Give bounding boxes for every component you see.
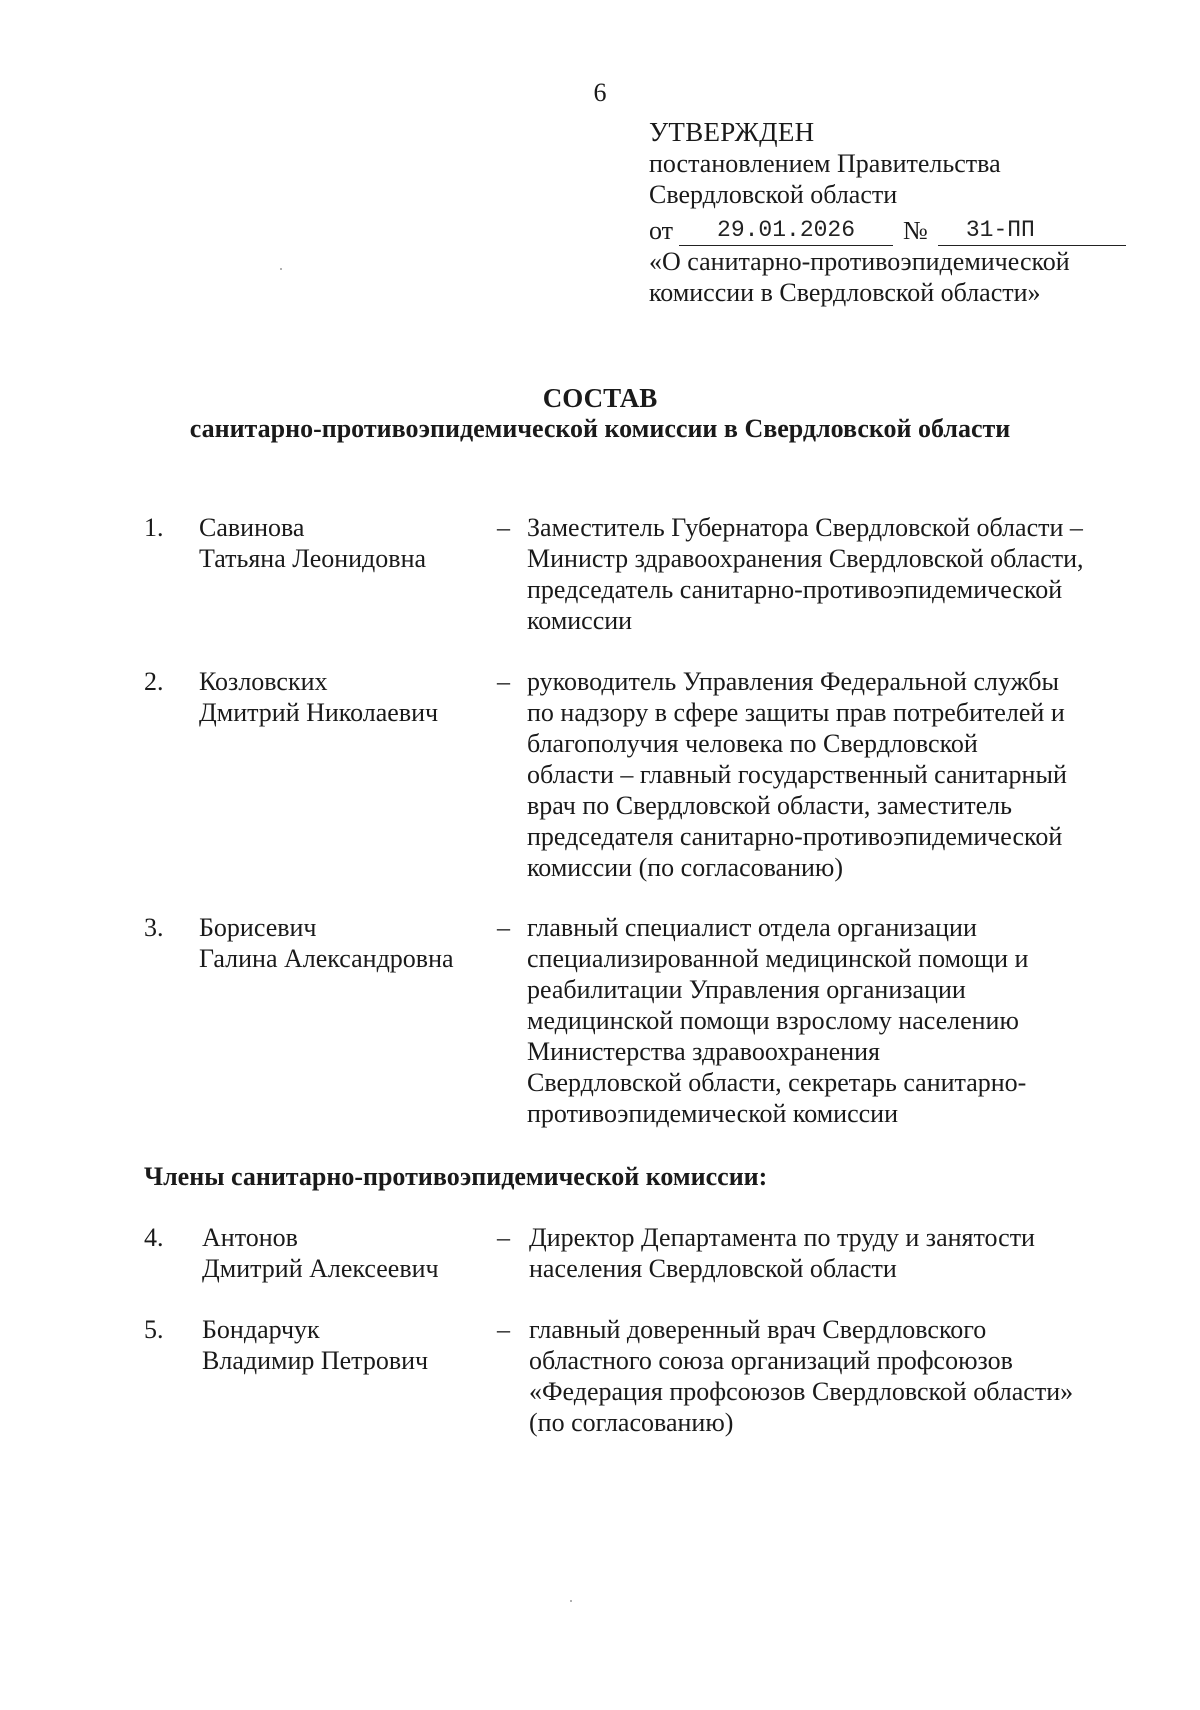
scan-speck: [570, 1600, 572, 1602]
document-title: СОСТАВ: [542, 383, 658, 413]
approval-line: постановлением Правительства: [649, 149, 1001, 178]
approval-block: [649, 117, 1169, 308]
person-name: [202, 1314, 492, 1376]
given-names: Дмитрий Алексеевич: [202, 1254, 439, 1283]
description-line: специализированной медицинской помощи и: [527, 944, 1029, 973]
surname: Козловских: [199, 667, 328, 696]
scan-speck: [280, 268, 282, 270]
position-description: [529, 1314, 1149, 1438]
surname: Антонов: [202, 1223, 298, 1252]
description-line: врач по Свердловской области, заместитель: [527, 791, 1012, 820]
given-names: Татьяна Леонидовна: [199, 544, 427, 573]
from-label: от: [649, 216, 674, 245]
description-line: главный доверенный врач Свердловского: [529, 1315, 987, 1344]
description-line: благополучия человека по Свердловской: [527, 729, 978, 758]
person-name: [199, 666, 489, 728]
item-number: 2.: [144, 667, 164, 696]
description-line: Заместитель Губернатора Свердловской области –: [527, 513, 1083, 542]
position-description: [527, 666, 1147, 883]
description-line: населения Свердловской области: [529, 1254, 897, 1283]
dash-separator: –: [497, 667, 510, 696]
surname: Борисевич: [199, 913, 317, 942]
description-line: Свердловской области, секретарь санитарно-: [527, 1068, 1027, 1097]
description-line: противоэпидемической комиссии: [527, 1099, 899, 1128]
dash-separator: –: [497, 1315, 510, 1344]
person-name: [199, 912, 489, 974]
item-number: 1.: [144, 513, 164, 542]
members-heading: Члены санитарно-противоэпидемической комиссии:: [144, 1162, 768, 1191]
item-number: 4.: [144, 1223, 164, 1252]
item-number: 5.: [144, 1315, 164, 1344]
person-name: [199, 512, 489, 574]
description-line: председателя санитарно-противоэпидемической: [527, 822, 1063, 851]
description-line: области – главный государственный санитарный: [527, 760, 1067, 789]
description-line: областного союза организаций профсоюзов: [529, 1346, 1013, 1375]
description-line: главный специалист отдела организации: [527, 913, 977, 942]
description-line: по надзору в сфере защиты прав потребителей и: [527, 698, 1065, 727]
decree-number: 31-ПП: [965, 217, 1035, 243]
dash-separator: –: [497, 1223, 510, 1252]
decree-title-line: комиссии в Свердловской области»: [649, 278, 1041, 307]
given-names: Дмитрий Николаевич: [199, 698, 439, 727]
decree-title-line: «О санитарно-противоэпидемической: [649, 247, 1070, 276]
date-blank: [679, 215, 893, 246]
page-number: 6: [593, 78, 607, 107]
description-line: Министерства здравоохранения: [527, 1037, 880, 1066]
number-label: №: [903, 216, 928, 245]
description-line: медицинской помощи взрослому населению: [527, 1006, 1019, 1035]
given-names: Владимир Петрович: [202, 1346, 429, 1375]
description-line: Министр здравоохранения Свердловской области,: [527, 544, 1084, 573]
approval-line: Свердловской области: [649, 180, 898, 209]
approval-stamp: УТВЕРЖДЕН: [649, 117, 815, 147]
description-line: реабилитации Управления организации: [527, 975, 966, 1004]
description-line: комиссии (по согласованию): [527, 853, 843, 882]
description-line: «Федерация профсоюзов Свердловской области»: [529, 1377, 1074, 1406]
surname: Бондарчук: [202, 1315, 320, 1344]
decree-date: 29.01.2026: [717, 217, 856, 243]
number-blank: [938, 215, 1126, 246]
document-subtitle: санитарно-противоэпидемической комиссии в Свердловской области: [189, 414, 1011, 443]
description-line: председатель санитарно-противоэпидемической: [527, 575, 1063, 604]
dash-separator: –: [497, 913, 510, 942]
given-names: Галина Александровна: [199, 944, 454, 973]
person-name: [202, 1222, 492, 1284]
position-description: [527, 512, 1147, 636]
position-description: [529, 1222, 1149, 1284]
item-number: 3.: [144, 913, 164, 942]
position-description: [527, 912, 1147, 1129]
date-number-line: [649, 210, 1169, 246]
description-line: комиссии: [527, 606, 633, 635]
description-line: (по согласованию): [529, 1408, 734, 1437]
dash-separator: –: [497, 513, 510, 542]
description-line: Директор Департамента по труду и занятости: [529, 1223, 1035, 1252]
description-line: руководитель Управления Федеральной службы: [527, 667, 1059, 696]
surname: Савинова: [199, 513, 305, 542]
